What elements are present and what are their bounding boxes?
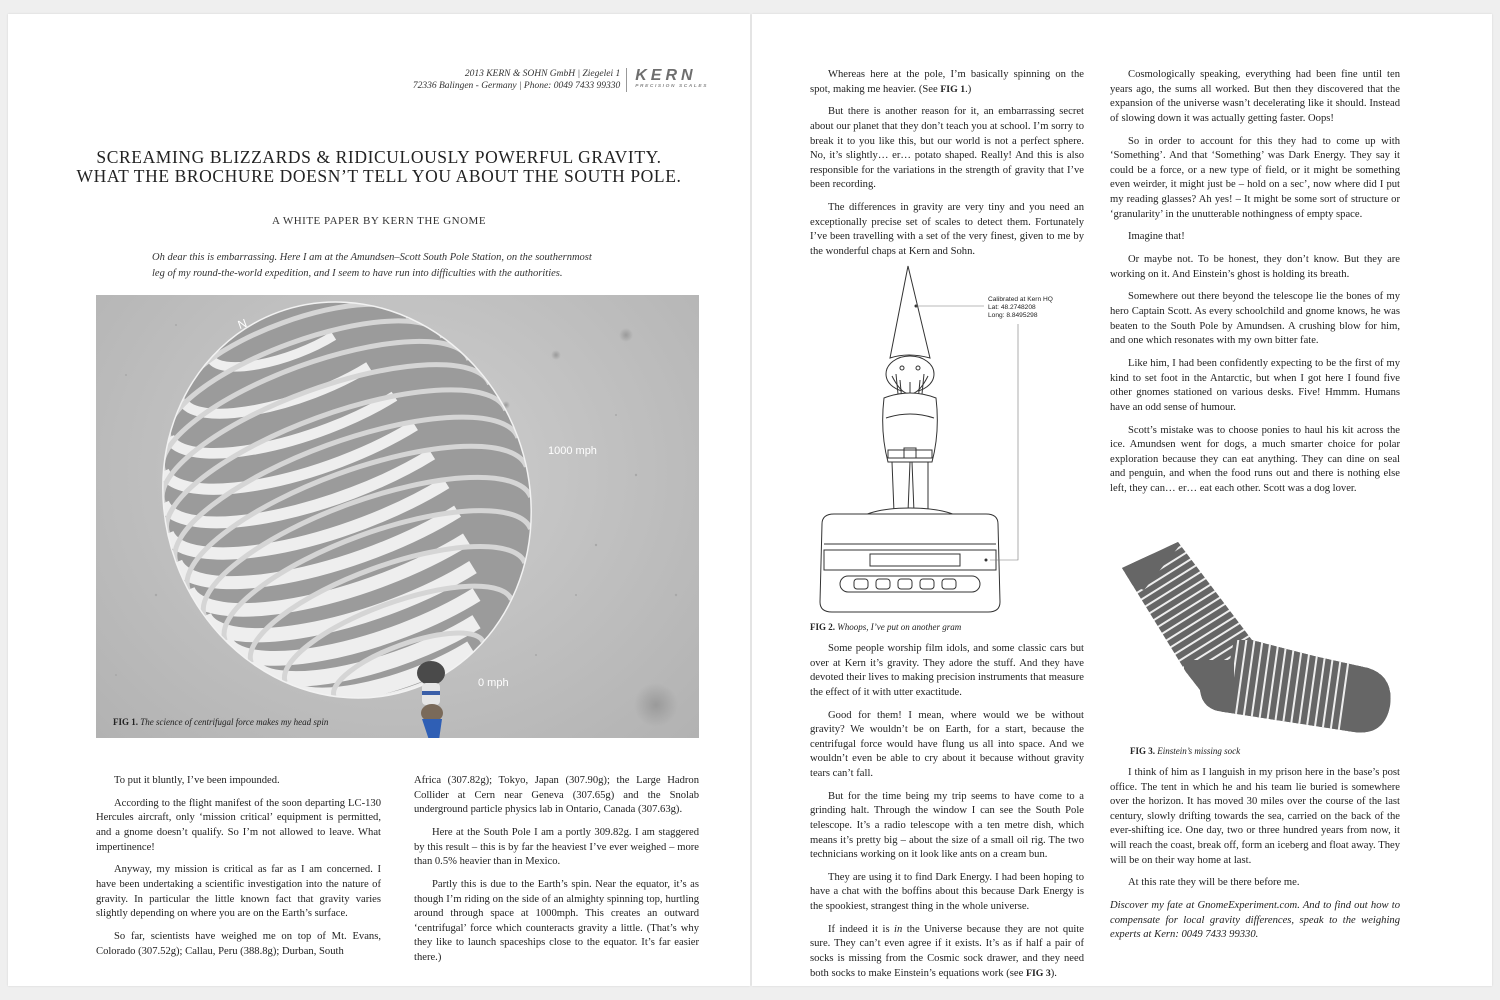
caption-label: FIG 1. xyxy=(113,717,139,727)
paragraph: Imagine that! xyxy=(1128,231,1185,243)
paragraph xyxy=(810,68,1084,97)
caption-text: Whoops, I’ve put on another gram xyxy=(837,622,962,632)
paragraph: Scott’s mistake was to choose ponies to haul his kit across the ice. Amundsen went for dogs, a much smarter choice for polar exploration because they can eat anything. They can dine on seal and penguin, and when the food runs out and there is nothing else left, they can… er… eat each other. Scott was a dog lover. xyxy=(1110,424,1400,494)
calibration-longitude: Long: 8.8495298 xyxy=(988,312,1038,319)
calibration-location: Calibrated at Kern HQ xyxy=(988,296,1053,303)
address-line-1: 2013 KERN & SOHN GmbH | Ziegelei 1 xyxy=(464,69,621,79)
caption-label: FIG 2. xyxy=(810,622,836,632)
calibration-note xyxy=(988,296,1053,320)
paragraph: But there is another reason for it, an embarrassing secret about our planet that they don’t teach you at school. I’m sorry to break it to you like this, but our world is not a perfect sphere. No, it’s slightly… er… potato shaped. Really! And this is also responsible for the variations in the strength of gravity that I’ve been recording. xyxy=(810,106,1084,191)
logo-wordmark: KERN xyxy=(635,67,697,84)
company-address xyxy=(413,68,627,92)
page-header xyxy=(413,68,708,92)
logo-tagline: PRECISION SCALES xyxy=(635,84,708,89)
paragraph: Partly this is due to the Earth’s spin. Near the equator, it’s as though I’m riding on the side of an almighty spinning top, hurtling around through space at 1000mph. This creates an outward ‘centrifugal’ force which counteracts gravity a little. (That’s why they like to launch spaceships close to the equator. It’s far easier there.) xyxy=(414,878,699,963)
caption-text: The science of centrifugal force makes my head spin xyxy=(140,717,329,727)
figure-1-spinning-globe xyxy=(96,295,699,738)
paragraph: They are using it to find Dark Energy. I had been hoping to have a chat with the boffins about this because Dark Energy is the spookiest, strangest thing in the whole universe. xyxy=(810,871,1084,913)
right-page xyxy=(752,14,1492,986)
text: Whereas here at the pole, I’m basically spinning on the spot, making me heavier. (See xyxy=(810,69,1084,95)
paragraph: I think of him as I languish in my prison here in the base’s post office. The tent in which he and his team lie buried is somewhere over the horizon. It has moved 30 miles over the course of the last century, slowly drifting towards the sea, carried on the back of the ever-shifting ice. One day, two or three hundred years from now, it will reach the coast, break off, form an iceberg and float away. They will be on their way home at last. xyxy=(1110,767,1400,866)
gnome-at-pole xyxy=(417,661,445,738)
figure-3-striped-sock xyxy=(1114,540,1404,740)
paragraph: So in order to account for this they had to come up with ‘Something’. And that ‘Something’ was Dark Energy. They say it could be a force, or a new type of field, or it might be something even weirder, it might just be – hold on a sec’, now where did I put my reading glasses? Ah yes! – It might be some sort of structure or ‘granularity’ in the unutterable nothingness of empty space. xyxy=(1110,135,1400,220)
paragraph: Somewhere out there beyond the telescope lie the bones of my hero Captain Scott. As every schoolchild and gnome knows, he was beaten to the South Pole by Amundsen. A crushing blow for him, and one which resonates with my own bitter fate. xyxy=(1110,291,1400,347)
pole-speed-label: 0 mph xyxy=(478,677,509,689)
figure-reference: FIG 1 xyxy=(940,83,966,95)
paragraph: Anyway, my mission is critical as far as I am concerned. I have been undertaking a scientific investigation into the nature of gravity. In particular the little known fact that gravity varies slightly depending on where you are on the Earth’s surface. xyxy=(96,864,381,920)
globe-body xyxy=(108,295,587,738)
kern-logo xyxy=(635,68,708,89)
right-column-1-top xyxy=(810,68,1084,268)
paragraph: Like him, I had been confidently expecting to be the first of my kind to set foot in the Antarctic, but when I got here I found five other gnomes stationed on various desks. Five! Hmmm. Humans have an odd sense of humour. xyxy=(1110,358,1400,413)
figure-2-gnome-on-scale xyxy=(810,262,1090,622)
paragraph: According to the flight manifest of the soon departing LC-130 Hercules aircraft, only ‘mission critical’ equipment is permitted, and a gnome doesn’t qualify. So I’m not allowed to leave. What impertinence! xyxy=(96,797,381,853)
paragraph: But for the time being my trip seems to have come to a grinding halt. Through the window I can see the South Pole telescope. It’s a radio telescope with a ten metre dish, which means it’s pretty big – about the size of a small oil rig. The two technicians working on it look like ants on a cream bun. xyxy=(810,790,1084,861)
paragraph: Here at the South Pole I am a portly 309.82g. I am staggered by this result – this is by far the heaviest I’ve ever weighed – more than 0.5% heavier than in Mexico. xyxy=(414,826,699,868)
paragraph: The differences in gravity are very tiny and you need an exceptionally precise set of scales to detect them. Fortunately I’ve been travelling with a set of the very finest, given to me by the wonderful chaps at Kern and Sohn. xyxy=(810,202,1084,257)
paragraph: Or maybe not. To be honest, they don’t know. But they are working on it. And Einstein’s ghost is holding its breath. xyxy=(1110,254,1400,280)
intro-text xyxy=(152,250,622,281)
title-line-1: SCREAMING BLIZZARDS & RIDICULOUSLY POWERFUL GRAVITY. xyxy=(96,147,662,167)
globe-illustration xyxy=(96,295,699,738)
closing-call-to-action: Discover my fate at GnomeExperiment.com. And to find out how to compensate for local gravity differences, speak to the weighing experts at Kern: 0049 7433 99330. xyxy=(1110,900,1400,941)
text: ). xyxy=(1050,967,1057,979)
paragraph: So far, scientists have weighed me on top of Mt. Evans, Colorado (307.52g); Callau, Peru (388.8g); Durban, South xyxy=(96,930,381,957)
page-subtitle: A WHITE PAPER BY KERN THE GNOME xyxy=(271,215,487,227)
equator-speed-label: 1000 mph xyxy=(548,445,597,457)
right-column-2-bottom xyxy=(1110,766,1400,951)
paragraph: Cosmologically speaking, everything had been fine until ten years ago, the sums all worked. But then they discovered that the expansion of the universe wasn’t decelerating like it should. Instead of slowing down it was actually getting faster. Oops! xyxy=(1110,69,1400,124)
text: the Universe because they are not quite sure. They can’t even agree if it exists. It’s as if half a pair of socks is missing from the Cosmic sock drawer, and they need both socks to make Einstein’s equations work (see xyxy=(810,923,1084,979)
paragraph: Some people worship film idols, and some classic cars but over at Kern it’s gravity. They adore the stuff. And they have devoted their lives to making precision instruments that measure the effect of it with utter exactitude. xyxy=(810,643,1084,698)
caption-text: Einstein’s missing sock xyxy=(1157,746,1241,756)
page-title xyxy=(8,148,750,186)
left-column-2 xyxy=(414,774,699,974)
figure-2-caption xyxy=(810,622,961,632)
right-column-2-top xyxy=(1110,68,1400,505)
figure-1-caption xyxy=(113,717,328,727)
left-column-1 xyxy=(96,774,381,967)
paragraph: At this rate they will be there before me. xyxy=(1128,877,1300,889)
address-line-2: 72336 Balingen - Germany | Phone: 0049 7433 99330 xyxy=(412,81,621,91)
intro-line-1: Oh dear this is embarrassing. Here I am at the Amundsen–Scott South Pole Station, on the southernmost xyxy=(152,252,592,263)
intro-line-2: leg of my round-the-world expedition, and I seem to have run into difficulties with the authorities. xyxy=(152,267,563,279)
north-label: N xyxy=(235,315,249,333)
title-line-2: WHAT THE BROCHURE DOESN’T TELL YOU ABOUT THE SOUTH POLE. xyxy=(76,166,682,186)
right-column-1-bottom xyxy=(810,642,1084,989)
paragraph: Africa (307.82g); Tokyo, Japan (307.90g); the Large Hadron Collider at Cern near Geneva (307.65g) and the Snolab underground particle physics lab in Ontario, Canada (307.63g). xyxy=(414,775,699,816)
figure-3-caption xyxy=(1130,746,1240,756)
paragraph: Good for them! I mean, where would we be without gravity? We wouldn’t be on Earth, for a start, because the centrifugal force would have flung us all into space. And we wouldn’t even be able to cry about it because without gravity tears can’t fall. xyxy=(810,709,1084,779)
figure-reference: FIG 3 xyxy=(1025,967,1051,979)
sock-illustration xyxy=(1114,540,1404,740)
caption-label: FIG 3. xyxy=(1130,746,1156,756)
left-page xyxy=(8,14,750,986)
paragraph: To put it bluntly, I’ve been impounded. xyxy=(114,775,280,786)
calibration-latitude: Lat: 48.2748208 xyxy=(988,304,1036,311)
paragraph xyxy=(810,923,1084,981)
text: If indeed it is xyxy=(828,923,895,935)
emphasis: in xyxy=(894,923,903,935)
text: .) xyxy=(965,83,972,95)
